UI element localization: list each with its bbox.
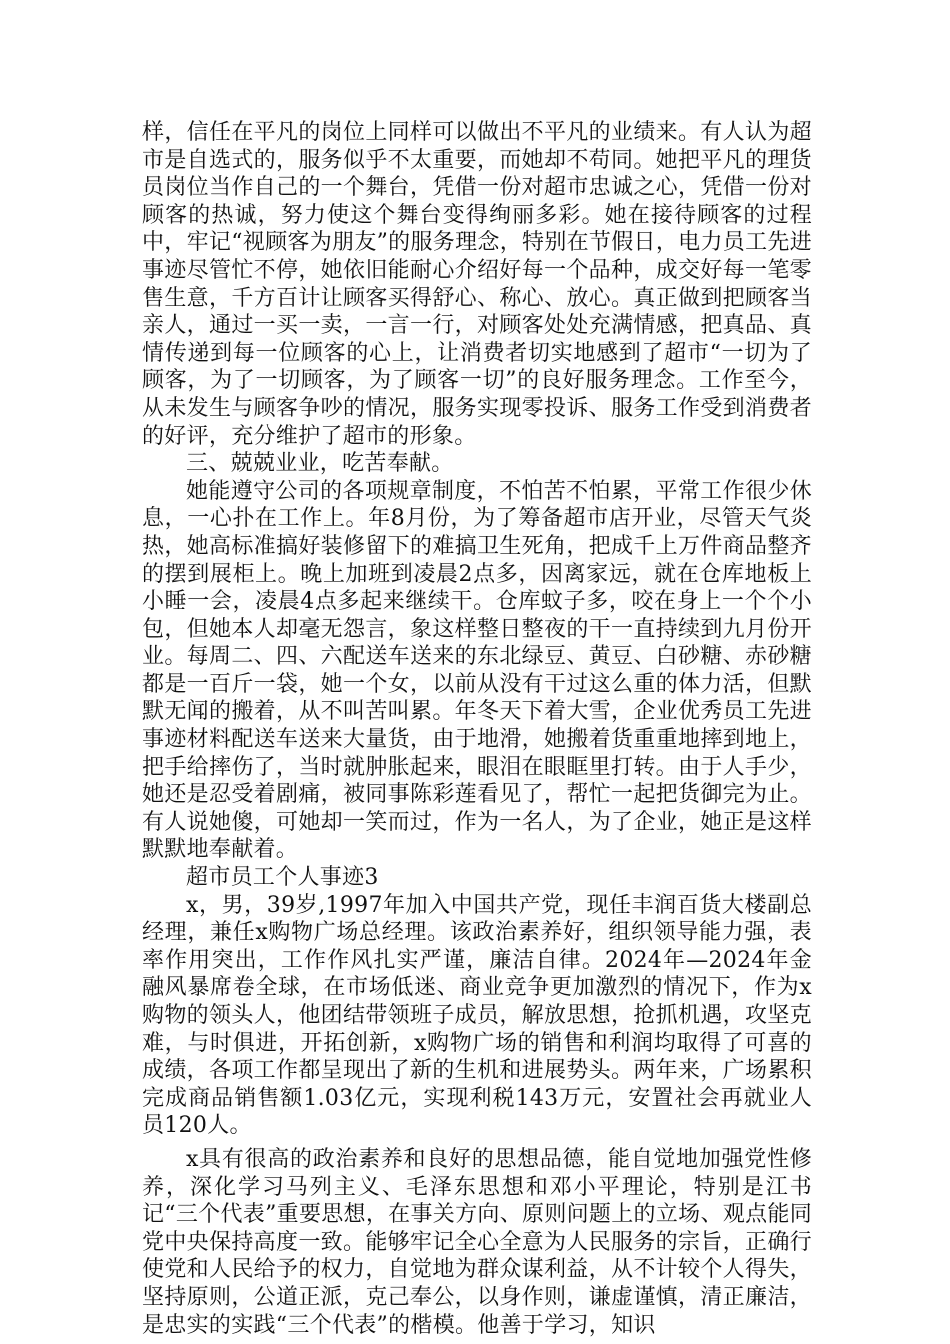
document-page <box>142 119 812 1339</box>
body-paragraph-4: x具有很高的政治素养和良好的思想品德，能自觉地加强党性修养，深化学习马列主义、毛泽东思想和邓小平理论，特别是江书记“三个代表”重要思想，在事关方向、原则问题上的立场、观点能同党中央保持高度一致。能够牢记全心全意为人民服务的宗旨，正确行使党和人民给予的权力，自觉地为群众谋利益，从不计较个人得失，坚持原则，公道正派，克己奉公，以身作则，谦虚谨慎，清正廉洁，是忠实的实践“三个代表”的楷模。他善于学习，知识 <box>142 1146 812 1338</box>
body-paragraph-2: 她能遵守公司的各项规章制度，不怕苦不怕累，平常工作很少休息，一心扑在工作上。年8月份，为了筹备超市店开业，尽管天气炎热，她高标准搞好装修留下的难搞卫生死角，把成千上万件商品整齐的摆到展柜上。晚上加班到凌晨2点多，因离家远，就在仓库地板上小睡一会，凌晨4点多起来继续干。仓库蚊子多，咬在身上一个个小包，但她本人却毫无怨言，象这样整日整夜的干一直持续到九月份开业。每周二、四、六配送车送来的东北绿豆、黄豆、白砂糖、赤砂糖都是一百斤一袋，她一个女，以前从没有干过这么重的体力活，但默默无闻的搬着，从不叫苦叫累。年冬天下着大雪，企业优秀员工先进事迹材料配送车送来大量货，由于地滑，她搬着货重重地摔到地上，把手给摔伤了，当时就肿胀起来，眼泪在眼眶里打转。由于人手少，她还是忍受着剧痛，被同事陈彩莲看见了，帮忙一起把货御完为止。有人说她傻，可她却一笑而过，作为一名人，为了企业，她正是这样默默地奉献着。 <box>142 478 812 863</box>
body-paragraph-1: 样，信任在平凡的岗位上同样可以做出不平凡的业绩来。有人认为超市是自选式的，服务似乎不太重要，而她却不苟同。她把平凡的理货员岗位当作自己的一个舞台，凭借一份对超市忠诚之心，凭借一份对顾客的热诚，努力使这个舞台变得绚丽多彩。她在接待顾客的过程中，牢记“视顾客为朋友”的服务理念，特别在节假日，电力员工先进事迹尽管忙不停，她依旧能耐心介绍好每一个品种，成交好每一笔零售生意，千方百计让顾客买得舒心、称心、放心。真正做到把顾客当亲人，通过一买一卖，一言一行，对顾客处处充满情感，把真品、真情传递到每一位顾客的心上，让消费者切实地感到了超市“一切为了顾客，为了一切顾客，为了顾客一切”的良好服务理念。工作至今，从未发生与顾客争吵的情况，服务实现零投诉、服务工作受到消费者的好评，充分维护了超市的形象。 <box>142 120 812 449</box>
section-heading-3: 三、兢兢业业，吃苦奉献。 <box>186 451 454 477</box>
article-title: 超市员工个人事迹3 <box>186 865 379 891</box>
body-paragraph-3: x，男，39岁,1997年加入中国共产党，现任丰润百货大楼副总经理，兼任x购物广场总经理。该政治素养好，组织领导能力强，表率作用突出，工作作风扎实严谨，廉洁自律。2024年—2024年金融风暴席卷全球，在市场低迷、商业竞争更加激烈的情况下，作为x购物的领头人，他团结带领班子成员，解放思想，抢抓机遇，攻坚克难，与时俱进，开拓创新，x购物广场的销售和利润均取得了可喜的成绩，各项工作都呈现出了新的生机和进展势头。两年来，广场累积完成商品销售额1.03亿元，实现利税143万元，安置社会再就业人员120人。 <box>142 892 812 1139</box>
